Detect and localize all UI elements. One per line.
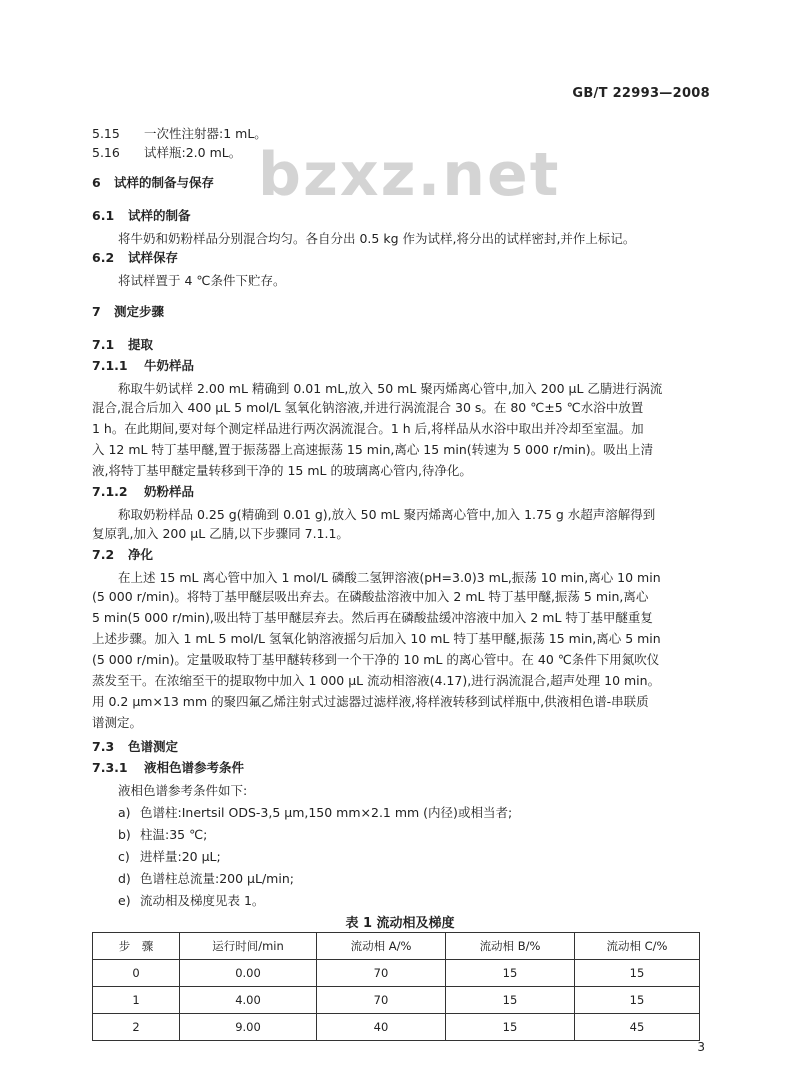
- text-line: [92, 652, 659, 668]
- table-cell: 70: [317, 960, 446, 987]
- text-line: [92, 442, 653, 458]
- line-text: 流动相及梯度见表 1。: [140, 893, 265, 908]
- text-line: [92, 589, 648, 605]
- gradient-table: [92, 932, 700, 1041]
- line-text: 试样的制备与保存: [114, 175, 215, 190]
- section-heading: [92, 175, 214, 191]
- header-cell: 流动相 C/%: [575, 933, 700, 960]
- text-line: [92, 694, 649, 710]
- line-text: 色谱柱:Inertsil ODS-3,5 μm,150 mm×2.1 mm (内径)或相当者;: [140, 805, 513, 820]
- table-cell: 2: [93, 1014, 180, 1041]
- clause-number: 7: [92, 304, 101, 319]
- line-text: 提取: [128, 337, 154, 352]
- line-text: 液,将特丁基甲醚定量转移到干净的 15 mL 的玻璃离心管内,待净化。: [92, 463, 472, 478]
- line-text: 用 0.2 μm×13 mm 的聚四氟乙烯注射式过滤器过滤样液,将样液转移到试样瓶中,供液相色谱-串联质: [92, 694, 649, 709]
- line-text: 液相色谱参考条件如下:: [118, 783, 248, 798]
- line-text: 1 h。在此期间,要对每个测定样品进行两次涡流混合。1 h 后,将样品从水浴中取出并冷却至室温。加: [92, 421, 644, 436]
- line-text: 混合,混合后加入 400 μL 5 mol/L 氢氧化钠溶液,并进行涡流混合 30 s。在 80 ℃±5 ℃水浴中放置: [92, 400, 644, 415]
- text-line: [118, 379, 662, 397]
- line-text: 称取奶粉样品 0.25 g(精确到 0.01 g),放入 50 mL 聚丙烯离心管中,加入 1.75 g 水超声溶解得到: [118, 507, 656, 522]
- line-text: 入 12 mL 特丁基甲醚,置于振荡器上高速振荡 15 min,离心 15 min(转速为 5 000 r/min)。吸出上清: [92, 442, 654, 457]
- section-heading: [92, 250, 178, 266]
- table-cell: 70: [317, 987, 446, 1014]
- text-line: [118, 229, 635, 247]
- header-cell: 流动相 B/%: [446, 933, 575, 960]
- line-text: 在上述 15 mL 离心管中加入 1 mol/L 磷酸二氢钾溶液(pH=3.0)3 mL,振荡 10 min,离心 10 min: [118, 570, 661, 585]
- section-heading: [92, 760, 244, 776]
- line-text: 称取牛奶试样 2.00 mL 精确到 0.01 mL,放入 50 mL 聚丙烯离心管中,加入 200 μL 乙腈进行涡流: [118, 381, 663, 396]
- line-text: 测定步骤: [114, 304, 165, 319]
- clause-number: 7.1.2: [92, 484, 128, 499]
- line-text: 净化: [128, 547, 154, 562]
- table-cell: 15: [446, 1014, 575, 1041]
- table-cell: 1: [93, 987, 180, 1014]
- header-cell: 运行时间/min: [180, 933, 317, 960]
- table-caption: 表 1 流动相及梯度: [345, 916, 455, 931]
- line-text: 一次性注射器:1 mL。: [144, 126, 267, 141]
- line-text: 色谱柱总流量:200 μL/min;: [140, 871, 294, 886]
- table-cell: 0: [93, 960, 180, 987]
- clause-number: a): [118, 805, 131, 820]
- line-text: 柱温:35 ℃;: [140, 827, 208, 842]
- standard-number: GB/T 22993—2008: [572, 86, 710, 101]
- line-text: 将牛奶和奶粉样品分别混合均匀。各自分出 0.5 kg 作为试样,将分出的试样密封,并作上标记。: [118, 231, 636, 246]
- table-cell: 45: [575, 1014, 700, 1041]
- clause-number: 5.16: [92, 145, 120, 160]
- text-line: [92, 463, 472, 479]
- line-text: 试样的制备: [128, 208, 191, 223]
- line-text: 牛奶样品: [144, 358, 195, 373]
- line-text: 蒸发至干。在浓缩至干的提取物中加入 1 000 μL 流动相溶液(4.17),进行涡流混合,超声处理 10 min。: [92, 673, 661, 688]
- clause-number: 7.1: [92, 337, 115, 352]
- text-line: [92, 673, 660, 689]
- text-line: [118, 891, 264, 909]
- line-text: (5 000 r/min)。将特丁基甲醚层吸出弃去。在磷酸盐溶液中加入 2 mL 特丁基甲醚,振荡 5 min,离心: [92, 589, 649, 604]
- clause-number: 6.1: [92, 208, 115, 223]
- text-line: [92, 400, 643, 416]
- header-cell: 步 骤: [93, 933, 180, 960]
- clause-number: d): [118, 871, 131, 886]
- text-line: [92, 715, 142, 731]
- clause-number: 7.3.1: [92, 760, 128, 775]
- line-text: 复原乳,加入 200 μL 乙腈,以下步骤同 7.1.1。: [92, 526, 349, 541]
- text-line: [118, 825, 207, 843]
- table-cell: 40: [317, 1014, 446, 1041]
- line-text: 将试样置于 4 ℃条件下贮存。: [118, 273, 286, 288]
- section-heading: [92, 304, 164, 320]
- text-line: [118, 271, 285, 289]
- section-heading: [92, 739, 178, 755]
- text-line: [92, 526, 349, 542]
- text-line: [118, 505, 655, 523]
- section-heading: [92, 208, 191, 224]
- line-text: 试样瓶:2.0 mL。: [144, 145, 242, 160]
- line-text: 奶粉样品: [144, 484, 195, 499]
- section-heading: [92, 358, 194, 374]
- table-cell: 9.00: [180, 1014, 317, 1041]
- clause-number: 6.2: [92, 250, 115, 265]
- table-cell: 4.00: [180, 987, 317, 1014]
- text-line: [92, 421, 644, 437]
- table-header-row: [93, 933, 700, 960]
- line-text: 液相色谱参考条件: [144, 760, 245, 775]
- clause-number: 7.2: [92, 547, 115, 562]
- table-cell: 15: [575, 960, 700, 987]
- clause-number: 6: [92, 175, 101, 190]
- watermark: bzxz.net: [258, 140, 561, 210]
- section-heading: [92, 337, 153, 353]
- text-line: [118, 568, 661, 586]
- line-text: 上述步骤。加入 1 mL 5 mol/L 氢氧化钠溶液摇匀后加入 10 mL 特丁基甲醚,振荡 15 min,离心 5 min: [92, 631, 661, 646]
- clause-number: b): [118, 827, 131, 842]
- section-heading: [92, 547, 153, 563]
- text-line: [118, 847, 221, 865]
- table-cell: 0.00: [180, 960, 317, 987]
- line-text: 5 min(5 000 r/min),吸出特丁基甲醚层弃去。然后再在磷酸盐缓冲溶液中加入 2 mL 特丁基甲醚重复: [92, 610, 653, 625]
- table-cell: 15: [446, 987, 575, 1014]
- table-row: [93, 1014, 700, 1041]
- clause-number: e): [118, 893, 131, 908]
- table-cell: 15: [446, 960, 575, 987]
- text-line: [92, 631, 661, 647]
- text-line: [92, 145, 241, 161]
- text-line: [92, 610, 653, 626]
- text-line: [92, 126, 267, 142]
- section-heading: [92, 484, 194, 500]
- text-line: [118, 803, 512, 821]
- clause-number: 7.3: [92, 739, 115, 754]
- page-number: 3: [697, 1040, 705, 1054]
- clause-number: 7.1.1: [92, 358, 128, 373]
- text-line: [118, 781, 247, 799]
- table-row: [93, 960, 700, 987]
- header-cell: 流动相 A/%: [317, 933, 446, 960]
- table-body: [93, 960, 700, 1041]
- line-text: 试样保存: [128, 250, 179, 265]
- table-cell: 15: [575, 987, 700, 1014]
- line-text: 谱测定。: [92, 715, 143, 730]
- table-row: [93, 987, 700, 1014]
- line-text: 进样量:20 μL;: [140, 849, 221, 864]
- line-text: (5 000 r/min)。定量吸取特丁基甲醚转移到一个干净的 10 mL 的离心管中。在 40 ℃条件下用氮吹仪: [92, 652, 660, 667]
- clause-number: 5.15: [92, 126, 120, 141]
- text-line: [118, 869, 294, 887]
- line-text: 色谱测定: [128, 739, 179, 754]
- clause-number: c): [118, 849, 130, 864]
